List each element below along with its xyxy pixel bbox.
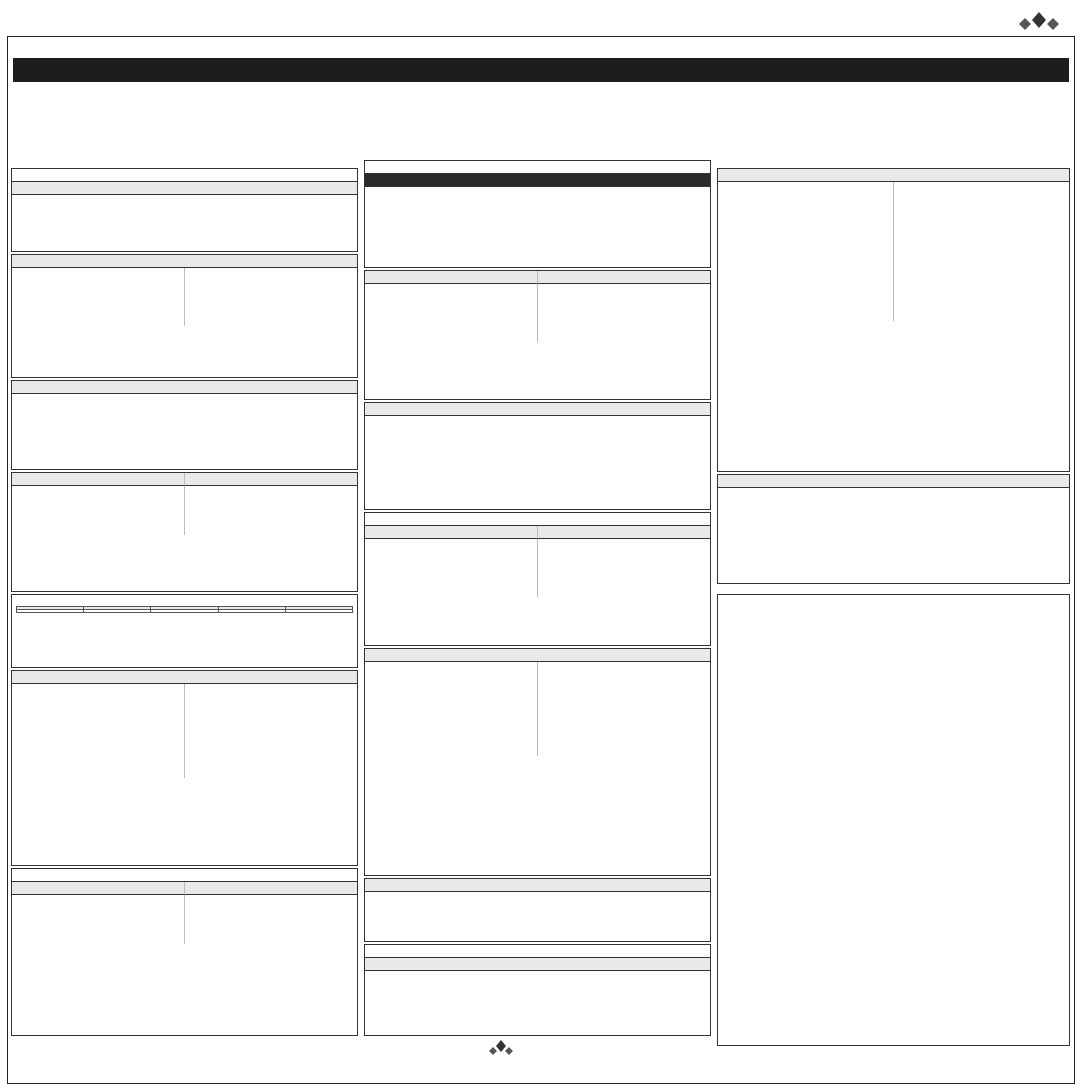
guarantor-name	[898, 184, 1065, 193]
guarantor-line	[722, 211, 889, 220]
guarantor-d-section	[364, 402, 711, 510]
section-heading	[718, 169, 1069, 182]
guarantor-name	[189, 270, 353, 279]
debtor-line	[369, 559, 533, 568]
guarantor-name	[722, 274, 889, 283]
guarantor-line	[898, 202, 1065, 211]
guarantor-line	[722, 292, 889, 301]
debtor-line	[369, 331, 533, 340]
asset-line	[542, 313, 706, 322]
debtor-line	[16, 197, 353, 206]
branch-name	[12, 169, 357, 182]
proprietor-line	[16, 224, 353, 233]
guarantor-line	[898, 211, 1065, 220]
bank-logo-icon	[1011, 10, 1067, 38]
guarantor-top-section	[364, 160, 711, 268]
debtor-status	[16, 524, 180, 533]
guarantor-line	[16, 749, 180, 758]
section-heading	[537, 271, 710, 284]
guarantor-line	[189, 297, 353, 306]
section-heading	[365, 958, 710, 971]
asset-line	[369, 894, 706, 903]
debtor-line	[16, 506, 180, 515]
debtor-f-section	[364, 944, 711, 1036]
debtor-line	[16, 488, 180, 497]
debtor-line	[369, 550, 533, 559]
guarantor-line	[898, 193, 1065, 202]
vehicle-cell	[151, 610, 218, 613]
footer-bank-logo	[488, 1036, 608, 1064]
guarantor-line	[189, 713, 353, 722]
debtor-line	[369, 322, 533, 331]
debtor-line	[16, 924, 180, 933]
guarantors-top-section	[717, 168, 1070, 472]
guarantor-line	[369, 234, 706, 243]
table-row	[17, 610, 353, 613]
guarantor-name	[369, 418, 706, 427]
vehicle-cell	[285, 610, 352, 613]
guarantor-line	[722, 238, 889, 247]
section-heading	[12, 255, 357, 268]
section-heading	[537, 526, 710, 539]
branch-a-section	[11, 168, 358, 252]
guarantor-line	[369, 445, 706, 454]
guarantors-a-section	[11, 254, 358, 378]
guarantor-line	[369, 736, 533, 745]
guarantor-line	[189, 749, 353, 758]
vehicle-cell	[218, 610, 285, 613]
asset-line	[542, 304, 706, 313]
section-heading	[365, 271, 537, 284]
branch-b-section	[11, 868, 358, 1036]
section-heading	[718, 475, 1069, 488]
guarantor-line	[722, 256, 889, 265]
asset-line	[189, 488, 353, 497]
guarantor-name	[898, 229, 1065, 238]
debtor-line	[369, 568, 533, 577]
bank-emblem-icon	[488, 1039, 514, 1061]
vehicle-table	[16, 606, 353, 613]
publication-date	[13, 86, 1069, 97]
guarantor-line	[189, 758, 353, 767]
guarantor-name	[722, 184, 889, 193]
guarantors-b-section	[11, 670, 358, 866]
asset-line	[542, 295, 706, 304]
debtor-d-section	[364, 270, 711, 400]
guarantor-line	[542, 682, 706, 691]
guarantor-name	[189, 731, 353, 740]
guarantor-name	[722, 229, 889, 238]
debtor-b-section	[11, 472, 358, 592]
branch-name	[12, 869, 357, 882]
guarantor-line	[189, 279, 353, 288]
guarantor-line	[898, 220, 1065, 229]
asset-line	[189, 897, 353, 906]
debtor-line	[369, 973, 706, 982]
guarantor-line	[189, 767, 353, 776]
guarantor-line	[16, 740, 180, 749]
asset-line	[722, 490, 1065, 499]
assets-top-section	[717, 474, 1070, 584]
intro-paragraph	[13, 99, 1069, 157]
debtor-line	[16, 933, 180, 942]
branch-name	[365, 513, 710, 526]
section-heading	[365, 174, 710, 187]
guarantor-line	[369, 207, 706, 216]
guarantor-line	[722, 301, 889, 310]
guarantor-line	[722, 202, 889, 211]
section-heading	[12, 182, 357, 195]
guarantor-line	[189, 306, 353, 315]
asset-line	[189, 906, 353, 915]
branch-name	[365, 945, 710, 958]
guarantor-line	[369, 454, 706, 463]
debtor-line	[369, 295, 533, 304]
debtor-line	[369, 577, 533, 586]
guarantor-line	[189, 315, 353, 324]
guarantor-line	[722, 310, 889, 319]
guarantor-line	[722, 193, 889, 202]
guarantor-line	[16, 306, 180, 315]
guarantor-line	[369, 682, 533, 691]
guarantor-line	[369, 225, 706, 234]
guarantor-line	[722, 265, 889, 274]
guarantor-line	[369, 718, 533, 727]
guarantor-name	[369, 189, 706, 198]
asset-line	[369, 903, 706, 912]
guarantor-line	[189, 704, 353, 713]
guarantor-line	[542, 700, 706, 709]
debtor-e-section	[364, 512, 711, 646]
guarantor-line	[369, 216, 706, 225]
debtor-line	[16, 906, 180, 915]
asset-line	[189, 515, 353, 524]
proprietor-line	[542, 559, 706, 568]
debtor-line	[369, 982, 706, 991]
section-heading	[12, 671, 357, 684]
guarantor-name	[189, 686, 353, 695]
guarantor-line	[898, 238, 1065, 247]
asset-line	[16, 396, 353, 405]
section-heading	[365, 649, 710, 662]
guarantor-line	[369, 691, 533, 700]
debtor-line	[369, 541, 533, 550]
vehicle-cell	[84, 610, 151, 613]
guarantor-line	[542, 691, 706, 700]
asset-line	[542, 322, 706, 331]
asset-line	[189, 506, 353, 515]
section-heading	[365, 526, 537, 539]
section-heading	[12, 473, 184, 486]
guarantor-line	[16, 297, 180, 306]
guarantor-line	[189, 722, 353, 731]
guarantor-line	[16, 315, 180, 324]
guarantor-name	[369, 709, 533, 718]
debtor-line	[16, 515, 180, 524]
guarantor-line	[369, 463, 706, 472]
guarantor-line	[16, 767, 180, 776]
terms-and-conditions	[717, 594, 1070, 1046]
section-heading	[184, 473, 357, 486]
guarantor-line	[16, 704, 180, 713]
vehicle-cell	[17, 610, 84, 613]
guarantor-line	[16, 713, 180, 722]
tabsil-label	[365, 161, 710, 174]
guarantor-line	[369, 198, 706, 207]
asset-line	[542, 286, 706, 295]
proprietor-line	[542, 586, 706, 595]
vehicle-section	[11, 594, 358, 668]
proprietor-line	[542, 550, 706, 559]
guarantor-line	[369, 700, 533, 709]
guarantor-line	[16, 279, 180, 288]
asset-line	[189, 924, 353, 933]
debtor-line	[16, 215, 353, 224]
debtor-name	[16, 897, 180, 906]
debtor-line	[16, 497, 180, 506]
guarantor-line	[369, 673, 533, 682]
guarantor-line	[898, 247, 1065, 256]
guarantor-name	[16, 270, 180, 279]
guarantor-line	[369, 427, 706, 436]
guarantor-name	[16, 731, 180, 740]
asset-line	[16, 405, 353, 414]
section-heading	[184, 882, 357, 895]
notice-title	[13, 58, 1069, 82]
asset-line	[189, 497, 353, 506]
guarantor-name	[542, 664, 706, 673]
guarantor-line	[16, 288, 180, 297]
guarantor-line	[369, 745, 533, 754]
guarantor-line	[369, 727, 533, 736]
guarantor-line	[542, 673, 706, 682]
guarantor-name	[369, 664, 533, 673]
guarantor-line	[722, 247, 889, 256]
guarantor-line	[189, 695, 353, 704]
section-heading	[365, 879, 710, 892]
guarantor-name	[16, 686, 180, 695]
debtor-line	[369, 991, 706, 1000]
section-heading	[365, 403, 710, 416]
assets-e-section	[364, 878, 711, 942]
proprietor-line	[542, 577, 706, 586]
section-heading	[12, 381, 357, 394]
debtor-line	[369, 313, 533, 322]
guarantor-line	[16, 722, 180, 731]
debtor-line	[16, 915, 180, 924]
guarantor-line	[189, 288, 353, 297]
guarantor-line	[16, 758, 180, 767]
guarantor-line	[189, 740, 353, 749]
vehicle-intro	[16, 597, 353, 606]
debtor-line	[16, 206, 353, 215]
guarantor-line	[16, 695, 180, 704]
guarantor-line	[898, 265, 1065, 274]
asset-line	[722, 499, 1065, 508]
guarantor-line	[722, 220, 889, 229]
asset-line	[189, 915, 353, 924]
assets-a-section	[11, 380, 358, 470]
proprietor-name	[542, 541, 706, 550]
proprietor-line	[369, 1000, 706, 1009]
debtor-line	[369, 304, 533, 313]
guarantors-e-section	[364, 648, 711, 876]
section-heading	[12, 882, 184, 895]
guarantor-line	[369, 436, 706, 445]
guarantor-line	[722, 283, 889, 292]
proprietor-line	[542, 568, 706, 577]
guarantor-line	[898, 256, 1065, 265]
debtor-name	[369, 286, 533, 295]
